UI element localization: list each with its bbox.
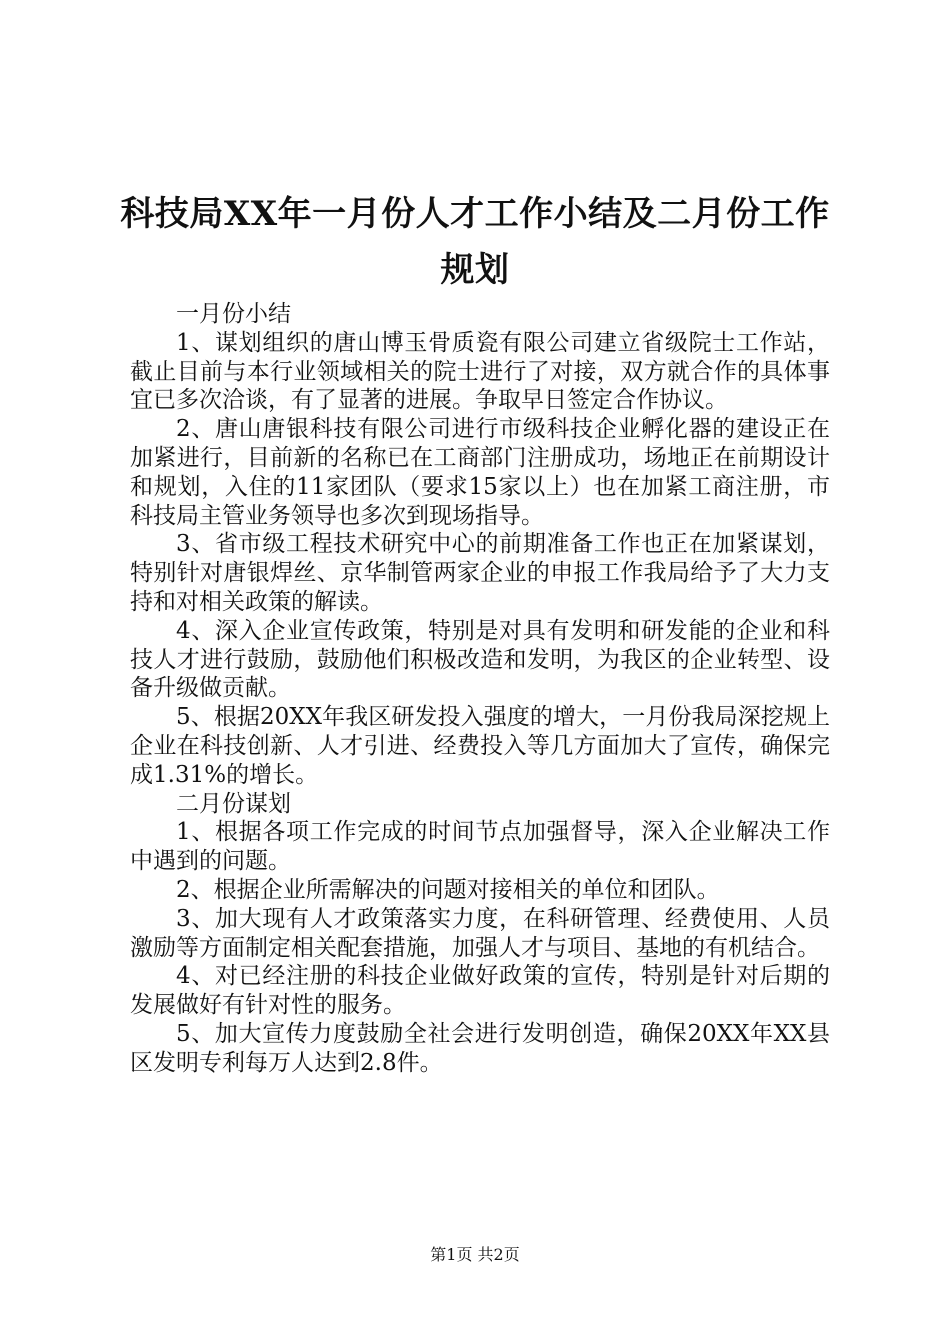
document-title: 科技局XX年一月份人才工作小结及二月份工作规划 [120, 194, 830, 290]
section-heading-january: 一月份小结 [176, 301, 291, 327]
paragraph-jan-3: 3、省市级工程技术研究中心的前期准备工作也正在加紧谋划，特别针对唐银焊丝、京华制管两家企业的申报工作我局给予了大力支持和对相关政策的解读。 [130, 531, 830, 615]
paragraph-jan-5: 5、根据20XX年我区研发投入强度的增大，一月份我局深挖规上企业在科技创新、人才引进、经费投入等几方面加大了宣传，确保完成1.31%的增长。 [130, 704, 830, 788]
paragraph-jan-2: 2、唐山唐银科技有限公司进行市级科技企业孵化器的建设正在加紧进行，目前新的名称已在工商部门注册成功，场地正在前期设计和规划，入住的11家团队（要求15家以上）也在加紧工商注册，市科技局主管业务领导也多次到现场指导。 [130, 416, 830, 529]
paragraph-jan-4: 4、深入企业宣传政策，特别是对具有发明和研发能的企业和科技人才进行鼓励，鼓励他们积极改造和发明，为我区的企业转型、设备升级做贡献。 [130, 617, 830, 702]
paragraph-feb-3: 3、加大现有人才政策落实力度，在科研管理、经费使用、人员激励等方面制定相关配套措施，加强人才与项目、基地的有机结合。 [130, 905, 830, 961]
page-footer: 第1页 共2页 [430, 1245, 520, 1264]
paragraph-jan-1: 1、谋划组织的唐山博玉骨质瓷有限公司建立省级院士工作站，截止目前与本行业领域相关的院士进行了对接，双方就合作的具体事宜已多次洽谈，有了显著的进展。争取早日签定合作协议。 [130, 329, 830, 414]
paragraph-feb-1: 1、根据各项工作完成的时间节点加强督导，深入企业解决工作中遇到的问题。 [130, 819, 830, 875]
paragraph-feb-4: 4、对已经注册的科技企业做好政策的宣传，特别是针对后期的发展做好有针对性的服务。 [130, 963, 830, 1019]
paragraph-feb-5: 5、加大宣传力度鼓励全社会进行发明创造，确保20XX年XX县区发明专利每万人达到2.8件。 [130, 1020, 830, 1076]
section-heading-february: 二月份谋划 [176, 790, 291, 817]
document-body [130, 300, 830, 1078]
paragraph-feb-2: 2、根据企业所需解决的问题对接相关的单位和团队。 [176, 876, 720, 903]
